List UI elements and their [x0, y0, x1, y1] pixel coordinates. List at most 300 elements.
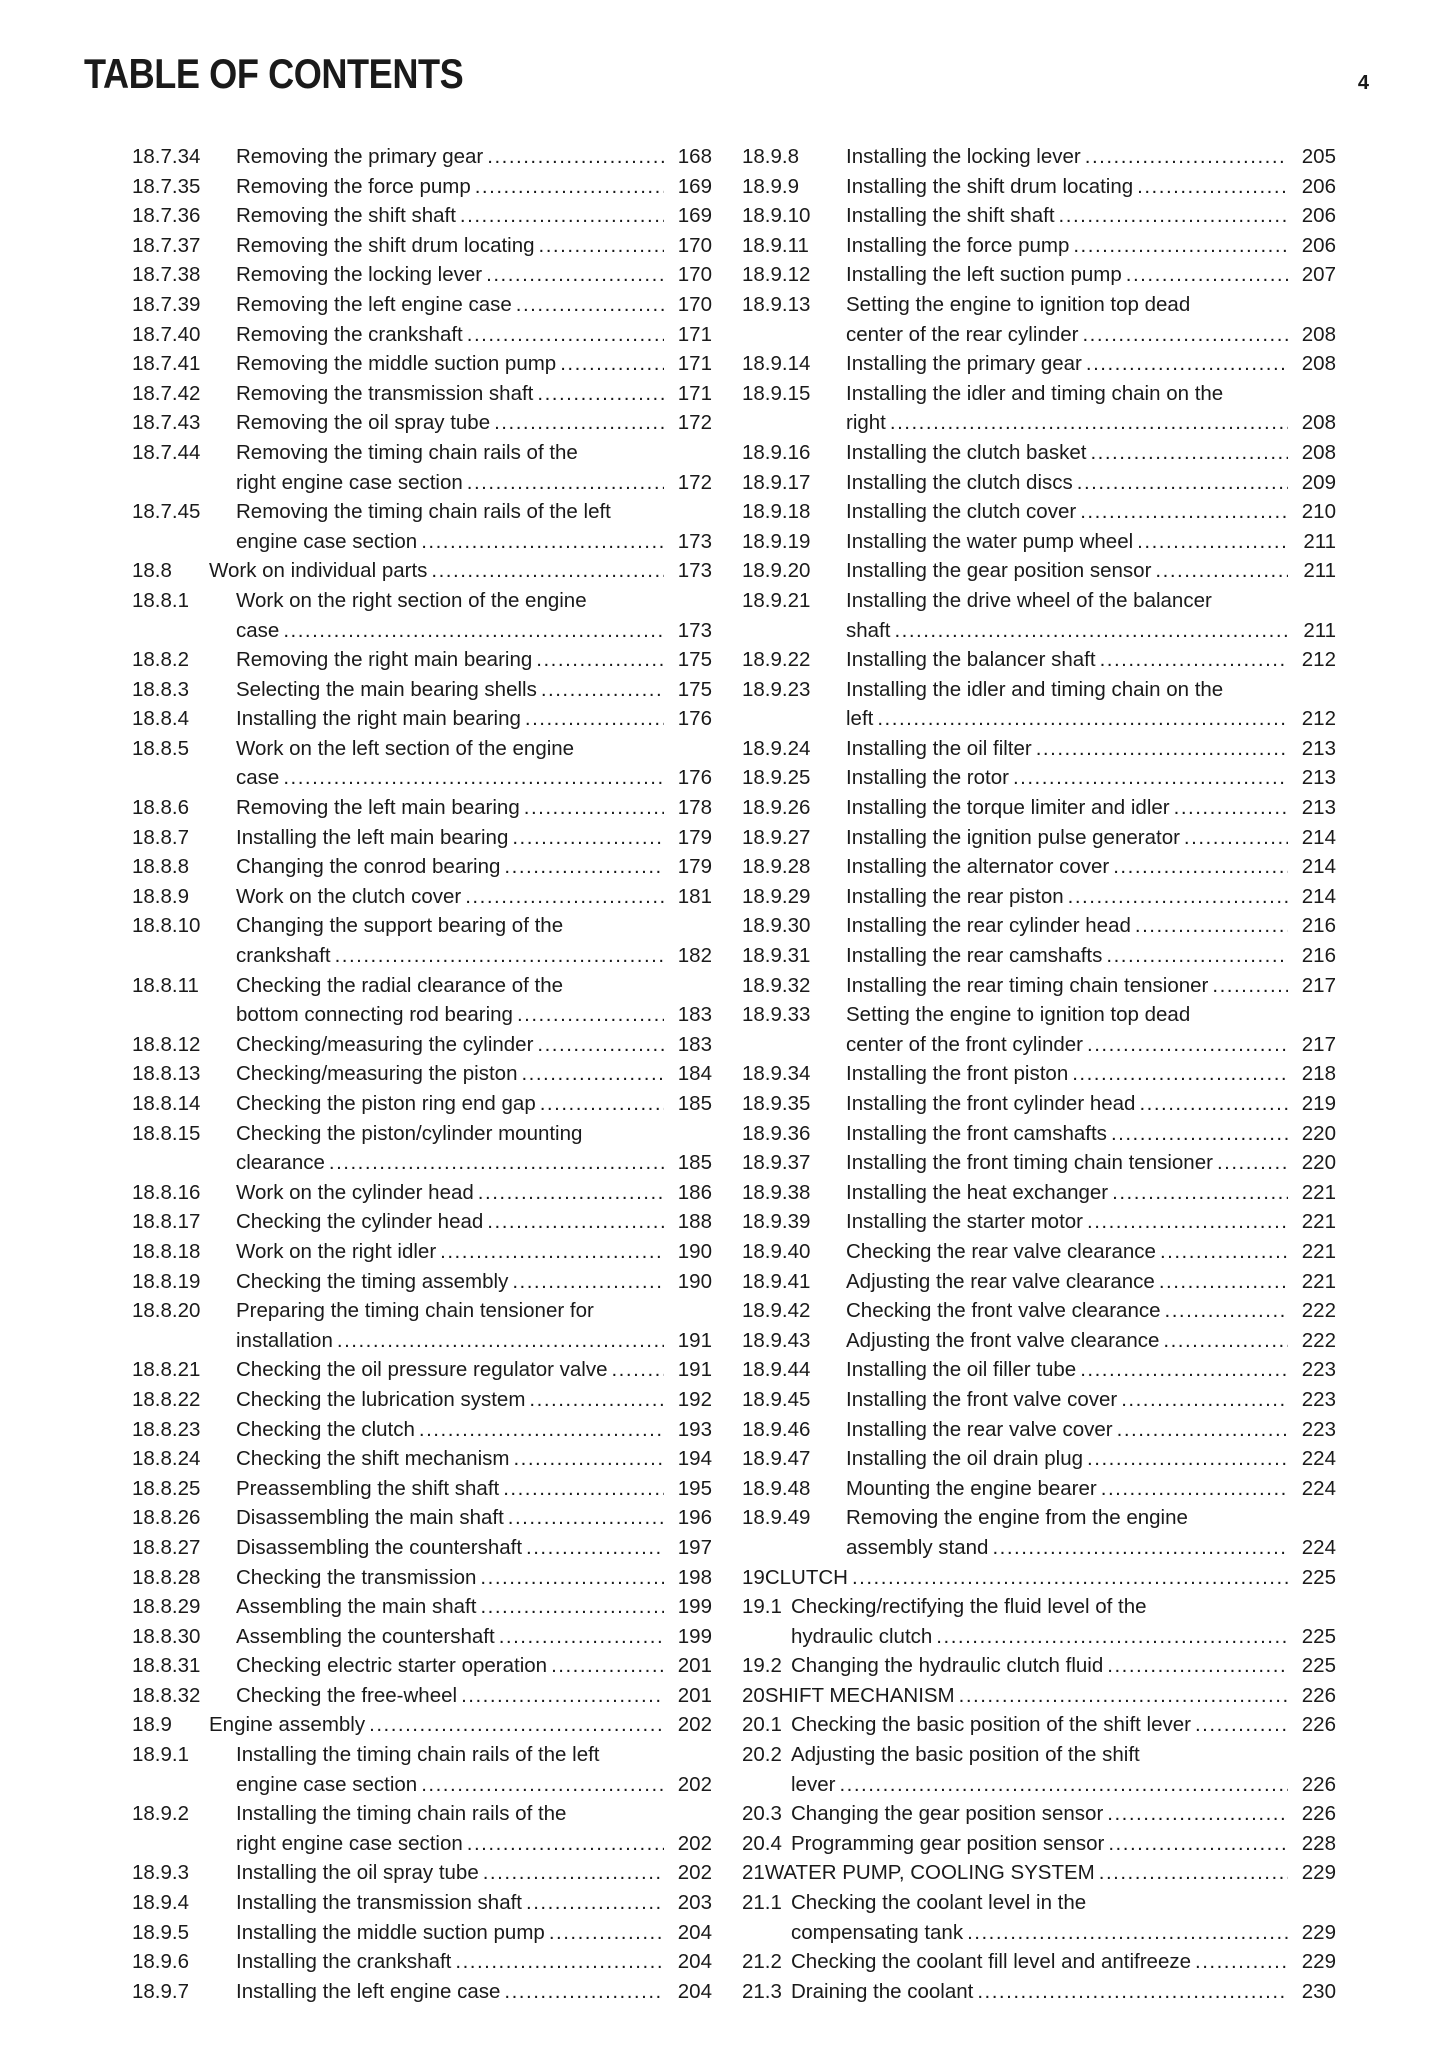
toc-entry[interactable] — [742, 1355, 1336, 1385]
toc-entry[interactable] — [132, 793, 712, 823]
toc-entry-last-line — [846, 1207, 1336, 1237]
toc-entry-title-line: Installing the rear piston — [846, 884, 1064, 908]
toc-entry-number: 18.9.16 — [742, 440, 811, 464]
toc-entry[interactable] — [742, 793, 1336, 823]
toc-entry-last-line — [846, 911, 1336, 941]
toc-entry-last-line — [236, 763, 712, 793]
toc-entry-last-line — [236, 379, 712, 409]
toc-entry-title-line: center of the rear cylinder — [846, 322, 1079, 346]
toc-entry-last-line — [846, 1267, 1336, 1297]
toc-entry-page: 197 — [677, 1535, 712, 1559]
toc-entry-last-line — [846, 793, 1336, 823]
toc-entry-last-line — [846, 1296, 1336, 1326]
toc-entry[interactable] — [132, 1622, 712, 1652]
toc-entry-last-line — [236, 1503, 712, 1533]
toc-entry-number: 18.9.22 — [742, 648, 811, 672]
toc-entry[interactable] — [132, 1918, 712, 1948]
toc-entry[interactable] — [742, 1326, 1336, 1356]
toc-entry-last-line — [846, 1237, 1336, 1267]
toc-entry[interactable] — [132, 1119, 712, 1178]
dot-leader — [487, 142, 664, 172]
toc-entry[interactable] — [742, 1710, 1336, 1740]
toc-entry-last-line — [236, 1237, 712, 1267]
toc-entry-body — [236, 882, 712, 912]
toc-entry[interactable] — [742, 1444, 1336, 1474]
toc-entry-last-line — [236, 1059, 712, 1089]
toc-entry-title-line: Removing the shift shaft — [236, 204, 456, 228]
toc-entry[interactable] — [742, 586, 1336, 645]
dot-leader — [1159, 1267, 1288, 1297]
toc-entry-number: 18.7.41 — [132, 352, 201, 376]
toc-entry[interactable] — [132, 172, 712, 202]
toc-entry-body — [846, 734, 1336, 764]
toc-entry-body — [846, 763, 1336, 793]
toc-entry-title-line: Work on the right section of the engine — [236, 588, 587, 612]
toc-entry[interactable] — [742, 645, 1336, 675]
toc-entry-number: 18.9.35 — [742, 1092, 811, 1115]
toc-entry-number: 18.9.17 — [742, 470, 811, 494]
toc-entry[interactable] — [742, 260, 1336, 290]
toc-entry[interactable] — [742, 675, 1336, 734]
toc-entry[interactable] — [742, 1799, 1336, 1829]
toc-entry-number: 18.9.4 — [132, 1891, 189, 1915]
toc-entry-number: 18.7.34 — [132, 145, 201, 168]
toc-entry[interactable] — [132, 1681, 712, 1711]
toc-entry-last-line — [236, 1829, 712, 1859]
toc-entry-title-line: Checking/rectifying the fluid level of the — [791, 1595, 1147, 1619]
toc-entry[interactable] — [742, 1947, 1336, 1977]
toc-entry[interactable] — [132, 1474, 712, 1504]
toc-entry-number: 18.9.25 — [742, 766, 811, 790]
toc-entry-title-line: Installing the oil spray tube — [236, 1861, 479, 1885]
toc-entry[interactable] — [132, 1267, 712, 1297]
dot-leader — [455, 1947, 664, 1977]
toc-entry-body — [846, 260, 1336, 290]
toc-entry-last-line — [791, 1770, 1336, 1800]
toc-entry-number: 18.7.45 — [132, 500, 201, 524]
toc-entry-title-line: Installing the timing chain rails of the left — [236, 1743, 600, 1767]
toc-entry-title-line: case — [236, 618, 280, 642]
toc-entry-title-line: Changing the gear position sensor — [791, 1802, 1104, 1826]
toc-entry-body — [236, 1888, 712, 1918]
toc-entry[interactable] — [742, 290, 1336, 349]
toc-entry[interactable] — [742, 349, 1336, 379]
toc-entry-last-line — [236, 1089, 712, 1119]
toc-entry-page: 171 — [677, 322, 712, 346]
toc-entry-title-line: Mounting the engine bearer — [846, 1476, 1097, 1500]
toc-entry-number: 18.9.44 — [742, 1358, 811, 1382]
toc-entry-number: 18.9.49 — [742, 1506, 811, 1530]
toc-entry[interactable] — [742, 497, 1336, 527]
toc-entry-page: 214 — [1301, 884, 1336, 908]
toc-entry[interactable] — [742, 556, 1336, 586]
toc-entry-title-line: Installing the left main bearing — [236, 825, 509, 849]
toc-entry[interactable] — [742, 1977, 1336, 2007]
toc-entry[interactable] — [742, 142, 1336, 172]
toc-entry[interactable] — [132, 231, 712, 261]
toc-entry-number: 18.9.11 — [742, 233, 809, 257]
toc-entry-body — [236, 1651, 712, 1681]
toc-entry[interactable] — [132, 1592, 712, 1622]
toc-entry-body — [846, 497, 1336, 527]
toc-entry-title-line: Removing the left engine case — [236, 292, 512, 316]
toc-entry-title-line: left — [846, 707, 874, 731]
toc-entry[interactable] — [742, 1651, 1336, 1681]
toc-entry[interactable] — [132, 1651, 712, 1681]
toc-entry-last-line — [846, 231, 1336, 261]
toc-entry[interactable] — [742, 1474, 1336, 1504]
toc-entry-body — [846, 586, 1336, 645]
dot-leader — [1036, 734, 1288, 764]
toc-entry-number: 18.8.2 — [132, 648, 189, 672]
toc-entry[interactable] — [132, 852, 712, 882]
toc-entry-body — [846, 1148, 1336, 1178]
dot-leader — [1117, 1415, 1288, 1445]
toc-entry-title-line: Changing the hydraulic clutch fluid — [791, 1654, 1104, 1678]
toc-entry[interactable] — [742, 1296, 1336, 1326]
toc-entry-body — [846, 438, 1336, 468]
toc-entry-title-line: Removing the primary gear — [236, 145, 484, 168]
toc-entry-body — [846, 1000, 1336, 1059]
toc-entry[interactable] — [742, 1829, 1336, 1859]
toc-entry[interactable] — [742, 1059, 1336, 1089]
toc-entry-body — [236, 1237, 712, 1267]
toc-entry-title-line: Checking/measuring the cylinder — [236, 1032, 534, 1056]
toc-entry[interactable] — [742, 882, 1336, 912]
toc-entry-page: 203 — [677, 1891, 712, 1915]
toc-entry[interactable] — [742, 201, 1336, 231]
toc-entry[interactable] — [132, 142, 712, 172]
toc-entry-body — [791, 1710, 1336, 1740]
toc-entry-body — [846, 1267, 1336, 1297]
toc-entry-page: 170 — [677, 263, 712, 287]
toc-entry[interactable] — [742, 1178, 1336, 1208]
toc-entry[interactable] — [742, 1563, 1336, 1593]
toc-entry[interactable] — [742, 971, 1336, 1001]
toc-entry[interactable] — [132, 1296, 712, 1355]
toc-entry-page: 192 — [677, 1387, 712, 1411]
toc-entry-last-line — [236, 882, 712, 912]
toc-entry-number: 18.9.46 — [742, 1417, 811, 1441]
toc-entry[interactable] — [742, 852, 1336, 882]
dot-leader — [337, 1326, 664, 1356]
toc-entry[interactable] — [742, 1148, 1336, 1178]
toc-entry[interactable] — [132, 408, 712, 438]
toc-entry-title-line: Removing the force pump — [236, 174, 471, 198]
toc-entry-body — [236, 142, 712, 172]
toc-entry-number: 19 — [742, 1565, 765, 1589]
dot-leader — [499, 1622, 664, 1652]
toc-entry-number: 18.8.16 — [132, 1180, 201, 1204]
toc-entry-body — [846, 1207, 1336, 1237]
toc-entry-number: 18.9.31 — [742, 944, 811, 968]
toc-entry-last-line — [846, 201, 1336, 231]
toc-entry-page: 206 — [1301, 233, 1336, 257]
toc-entry[interactable] — [742, 1592, 1336, 1651]
toc-entry-title-line: Checking the shift mechanism — [236, 1447, 510, 1471]
toc-entry[interactable] — [132, 438, 712, 497]
toc-entry-page: 190 — [677, 1269, 712, 1293]
toc-entry-body — [765, 1681, 1336, 1711]
toc-entry-last-line — [236, 260, 712, 290]
toc-entry[interactable] — [132, 1059, 712, 1089]
toc-entry-body — [791, 1651, 1336, 1681]
toc-entry[interactable] — [132, 320, 712, 350]
toc-entry-last-line — [236, 320, 712, 350]
toc-entry-number: 18.9.40 — [742, 1239, 811, 1263]
toc-entry-title-line: Removing the engine from the engine — [846, 1506, 1188, 1530]
dot-leader — [1086, 349, 1288, 379]
toc-entry[interactable] — [132, 1355, 712, 1385]
toc-entry-last-line — [236, 231, 712, 261]
toc-entry-number: 18.8.18 — [132, 1239, 201, 1263]
toc-entry-body — [236, 1385, 712, 1415]
toc-entry[interactable] — [132, 1977, 712, 2007]
toc-entry[interactable] — [742, 1681, 1336, 1711]
toc-entry-body — [846, 1503, 1336, 1562]
toc-entry-title-line: Work on individual parts — [209, 559, 428, 583]
toc-entry-last-line — [791, 1829, 1336, 1859]
toc-entry-number: 18.8.8 — [132, 855, 189, 879]
dot-leader — [1112, 1178, 1288, 1208]
toc-entry-body — [791, 1888, 1336, 1947]
toc-entry-page: 202 — [677, 1861, 712, 1885]
toc-entry[interactable] — [132, 1888, 712, 1918]
toc-entry-page: 226 — [1301, 1683, 1336, 1707]
dot-leader — [977, 1977, 1288, 2007]
toc-entry-number: 18.7.42 — [132, 381, 201, 405]
toc-entry[interactable] — [742, 1119, 1336, 1149]
toc-entry[interactable] — [132, 260, 712, 290]
dot-leader — [529, 1385, 664, 1415]
dot-leader — [1085, 142, 1288, 172]
toc-entry[interactable] — [132, 1740, 712, 1799]
dot-leader — [504, 1977, 664, 2007]
toc-entry-number: 18.8.20 — [132, 1299, 201, 1323]
toc-entry[interactable] — [132, 290, 712, 320]
toc-entry[interactable] — [132, 586, 712, 645]
toc-entry[interactable] — [742, 734, 1336, 764]
dot-leader — [513, 1444, 664, 1474]
toc-entry[interactable] — [742, 763, 1336, 793]
toc-entry-page: 204 — [677, 1920, 712, 1944]
toc-entry[interactable] — [132, 1237, 712, 1267]
toc-entry[interactable] — [132, 882, 712, 912]
toc-entry[interactable] — [132, 1385, 712, 1415]
toc-entry[interactable] — [132, 971, 712, 1030]
toc-entry[interactable] — [132, 1207, 712, 1237]
toc-entry[interactable] — [132, 349, 712, 379]
toc-entry[interactable] — [742, 1503, 1336, 1562]
dot-leader — [517, 1000, 664, 1030]
toc-entry-body — [236, 1030, 712, 1060]
toc-entry-last-line — [846, 1119, 1336, 1149]
dot-leader — [1087, 1444, 1288, 1474]
toc-entry-title-line: Adjusting the rear valve clearance — [846, 1269, 1155, 1293]
toc-entry-body — [236, 1474, 712, 1504]
toc-entry[interactable] — [132, 1444, 712, 1474]
toc-entry[interactable] — [132, 379, 712, 409]
toc-entry-page: 216 — [1301, 944, 1336, 968]
dot-leader — [890, 408, 1288, 438]
dot-leader — [467, 1829, 664, 1859]
toc-entry[interactable] — [132, 1533, 712, 1563]
toc-entry-page: 193 — [677, 1417, 712, 1441]
toc-entry-title-line: Checking the free-wheel — [236, 1683, 458, 1707]
toc-entry-body — [236, 586, 712, 645]
toc-entry-last-line — [236, 290, 712, 320]
toc-entry[interactable] — [742, 1858, 1336, 1888]
toc-entry-body — [846, 172, 1336, 202]
dot-leader — [1082, 320, 1288, 350]
toc-entry[interactable] — [132, 1799, 712, 1858]
toc-entry-last-line — [846, 260, 1336, 290]
toc-entry-number: 18.9.10 — [742, 204, 811, 228]
toc-entry-title-line: Installing the rear valve cover — [846, 1417, 1113, 1441]
toc-entry-page: 181 — [677, 884, 712, 908]
toc-entry[interactable] — [742, 438, 1336, 468]
toc-entry-title-line: Assembling the countershaft — [236, 1624, 495, 1648]
dot-leader — [992, 1533, 1288, 1563]
toc-entry-title-line: Installing the timing chain rails of the — [236, 1802, 567, 1826]
toc-entry-title-line: shaft — [846, 618, 891, 642]
toc-entry-page: 223 — [1301, 1417, 1336, 1441]
toc-entry[interactable] — [132, 1030, 712, 1060]
toc-entry[interactable] — [742, 823, 1336, 853]
toc-entry[interactable] — [132, 497, 712, 556]
toc-entry-title-line: SHIFT MECHANISM — [764, 1683, 955, 1707]
toc-entry-last-line — [846, 1059, 1336, 1089]
toc-entry-last-line — [846, 941, 1336, 971]
toc-entry-body — [236, 1947, 712, 1977]
toc-entry-page: 188 — [677, 1210, 712, 1234]
dot-leader — [524, 793, 664, 823]
toc-entry-page: 222 — [1301, 1328, 1336, 1352]
toc-entry-body — [765, 1858, 1336, 1888]
toc-entry-title-line: Installing the oil filler tube — [846, 1358, 1077, 1382]
toc-entry[interactable] — [132, 911, 712, 970]
toc-entry-page: 214 — [1301, 855, 1336, 879]
toc-entry[interactable] — [132, 645, 712, 675]
toc-entry-last-line — [236, 1267, 712, 1297]
dot-leader — [1174, 793, 1288, 823]
toc-entry-body — [236, 1681, 712, 1711]
toc-entry-last-line — [791, 1918, 1336, 1948]
toc-entry-title-line: hydraulic clutch — [791, 1624, 933, 1648]
toc-entry-title-line: Installing the ignition pulse generator — [846, 825, 1180, 849]
toc-entry-number: 18.8.7 — [132, 825, 189, 849]
toc-entry[interactable] — [132, 734, 712, 793]
toc-entry-body — [791, 1947, 1336, 1977]
toc-entry[interactable] — [132, 1089, 712, 1119]
toc-entry[interactable] — [132, 675, 712, 705]
toc-entry[interactable] — [742, 527, 1336, 557]
toc-entry-body — [236, 1296, 712, 1355]
dot-leader — [1139, 1089, 1288, 1119]
toc-entry-title-line: Installing the rear timing chain tensioner — [846, 973, 1209, 997]
toc-entry[interactable] — [132, 1858, 712, 1888]
toc-entry-page: 208 — [1301, 440, 1336, 464]
toc-entry-page: 228 — [1301, 1831, 1336, 1855]
toc-entry[interactable] — [132, 1178, 712, 1208]
toc-entry[interactable] — [742, 1000, 1336, 1059]
toc-entry[interactable] — [742, 1089, 1336, 1119]
toc-entry-last-line — [791, 1651, 1336, 1681]
toc-entry-last-line — [236, 645, 712, 675]
toc-entry-number: 18.9.30 — [742, 914, 811, 938]
dot-leader — [537, 379, 664, 409]
toc-entry[interactable] — [742, 468, 1336, 498]
dot-leader — [936, 1622, 1288, 1652]
toc-entry[interactable] — [132, 1503, 712, 1533]
toc-entry[interactable] — [132, 823, 712, 853]
toc-entry-page: 194 — [677, 1447, 712, 1471]
dot-leader — [1013, 763, 1288, 793]
toc-entry-number: 18.9.28 — [742, 855, 811, 879]
toc-entry-number: 18.7.40 — [132, 322, 201, 346]
toc-entry[interactable] — [742, 1237, 1336, 1267]
toc-entry-body — [209, 1710, 712, 1740]
toc-entry-body — [236, 911, 712, 970]
toc-entry-number: 18.8.19 — [132, 1269, 201, 1293]
toc-entry-number: 18.9.29 — [742, 884, 811, 908]
toc-entry[interactable] — [132, 201, 712, 231]
dot-leader — [487, 1207, 664, 1237]
toc-entry-title-line: engine case section — [236, 1772, 418, 1796]
toc-entry[interactable] — [132, 1710, 712, 1740]
toc-entry-body — [236, 1858, 712, 1888]
toc-entry[interactable] — [742, 1385, 1336, 1415]
toc-entry-title-line: assembly stand — [846, 1535, 989, 1559]
toc-entry[interactable] — [742, 1267, 1336, 1297]
toc-entry-number: 18.8.14 — [132, 1092, 201, 1115]
toc-entry-last-line — [236, 941, 712, 971]
toc-entry[interactable] — [742, 231, 1336, 261]
toc-entry[interactable] — [742, 911, 1336, 941]
toc-entry-body — [846, 231, 1336, 261]
toc-entry-body — [236, 1740, 712, 1799]
toc-entry-title-line: Setting the engine to ignition top dead — [846, 292, 1191, 316]
toc-entry[interactable] — [132, 1563, 712, 1593]
toc-entry[interactable] — [132, 556, 712, 586]
toc-entry[interactable] — [742, 941, 1336, 971]
dot-leader — [1184, 823, 1288, 853]
toc-entry[interactable] — [742, 172, 1336, 202]
toc-entry-page: 208 — [1301, 352, 1336, 376]
toc-entry[interactable] — [742, 1207, 1336, 1237]
toc-entry[interactable] — [742, 1888, 1336, 1947]
toc-entry-number: 18.8.9 — [132, 884, 189, 908]
toc-entry-number: 18.8.13 — [132, 1062, 201, 1086]
toc-entry-body — [236, 675, 712, 705]
toc-entry[interactable] — [132, 704, 712, 734]
toc-entry-title-line: Installing the locking lever — [846, 145, 1081, 168]
toc-entry-body — [846, 201, 1336, 231]
toc-entry-last-line — [236, 1770, 712, 1800]
dot-leader — [877, 704, 1288, 734]
toc-entry-title-line: bottom connecting rod bearing — [236, 1003, 513, 1027]
toc-entry-body — [846, 1326, 1336, 1356]
toc-entry[interactable] — [742, 379, 1336, 438]
toc-entry[interactable] — [132, 1947, 712, 1977]
toc-entry-page: 196 — [677, 1506, 712, 1530]
dot-leader — [460, 201, 664, 231]
toc-entry[interactable] — [132, 1415, 712, 1445]
toc-entry-title-line: Installing the rear cylinder head — [846, 914, 1131, 938]
toc-entry[interactable] — [742, 1740, 1336, 1799]
toc-entry[interactable] — [742, 1415, 1336, 1445]
dot-leader — [467, 468, 664, 498]
